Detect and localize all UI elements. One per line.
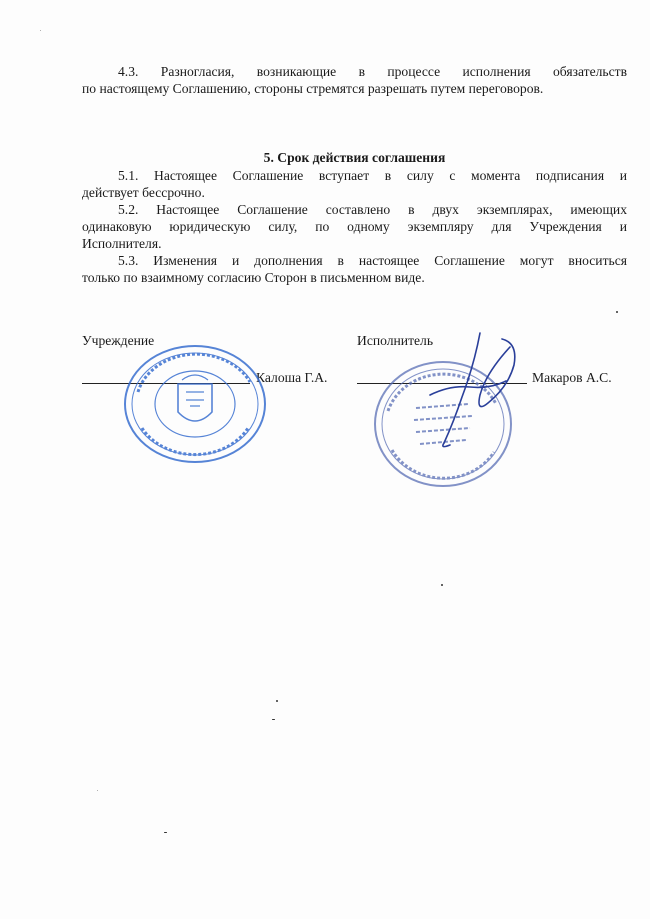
paragraph-5-1-line1: 5.1. Настоящее Соглашение вступает в силу с момента подписания и bbox=[118, 168, 627, 183]
left-signatory-name: Калоша Г.А. bbox=[256, 370, 328, 385]
handwritten-signature bbox=[410, 325, 530, 455]
paragraph-4-3-line1: 4.3. Разногласия, возникающие в процессе исполнения обязательств bbox=[118, 64, 627, 79]
paragraph-4-3-line2: по настоящему Соглашению, стороны стремятся разрешать путем переговоров. bbox=[82, 81, 544, 96]
left-party-label: Учреждение bbox=[82, 333, 155, 348]
right-party-label: Исполнитель bbox=[357, 333, 434, 348]
section-5-heading: 5. Срок действия соглашения bbox=[263, 150, 446, 165]
scan-speck bbox=[40, 30, 41, 31]
scan-speck bbox=[272, 719, 275, 720]
scan-speck bbox=[164, 832, 167, 833]
scan-speck bbox=[441, 584, 443, 586]
paragraph-5-2-line2: одинаковую юридическую силу, по одному экземпляру для Учреждения и bbox=[82, 219, 627, 234]
scan-speck bbox=[616, 311, 618, 313]
paragraph-5-1-line2: действует бессрочно. bbox=[82, 185, 205, 200]
scan-speck bbox=[97, 790, 98, 791]
paragraph-5-2-line1: 5.2. Настоящее Соглашение составлено в двух экземплярах, имеющих bbox=[118, 202, 627, 217]
scan-speck bbox=[276, 700, 278, 702]
paragraph-5-2-line3: Исполнителя. bbox=[82, 236, 162, 251]
right-signatory-name: Макаров А.С. bbox=[532, 370, 612, 385]
left-seal-stamp bbox=[120, 342, 270, 466]
paragraph-5-3-line2: только по взаимному согласию Сторон в письменном виде. bbox=[82, 270, 425, 285]
paragraph-5-3-line1: 5.3. Изменения и дополнения в настоящее Соглашение могут вноситься bbox=[118, 253, 627, 268]
